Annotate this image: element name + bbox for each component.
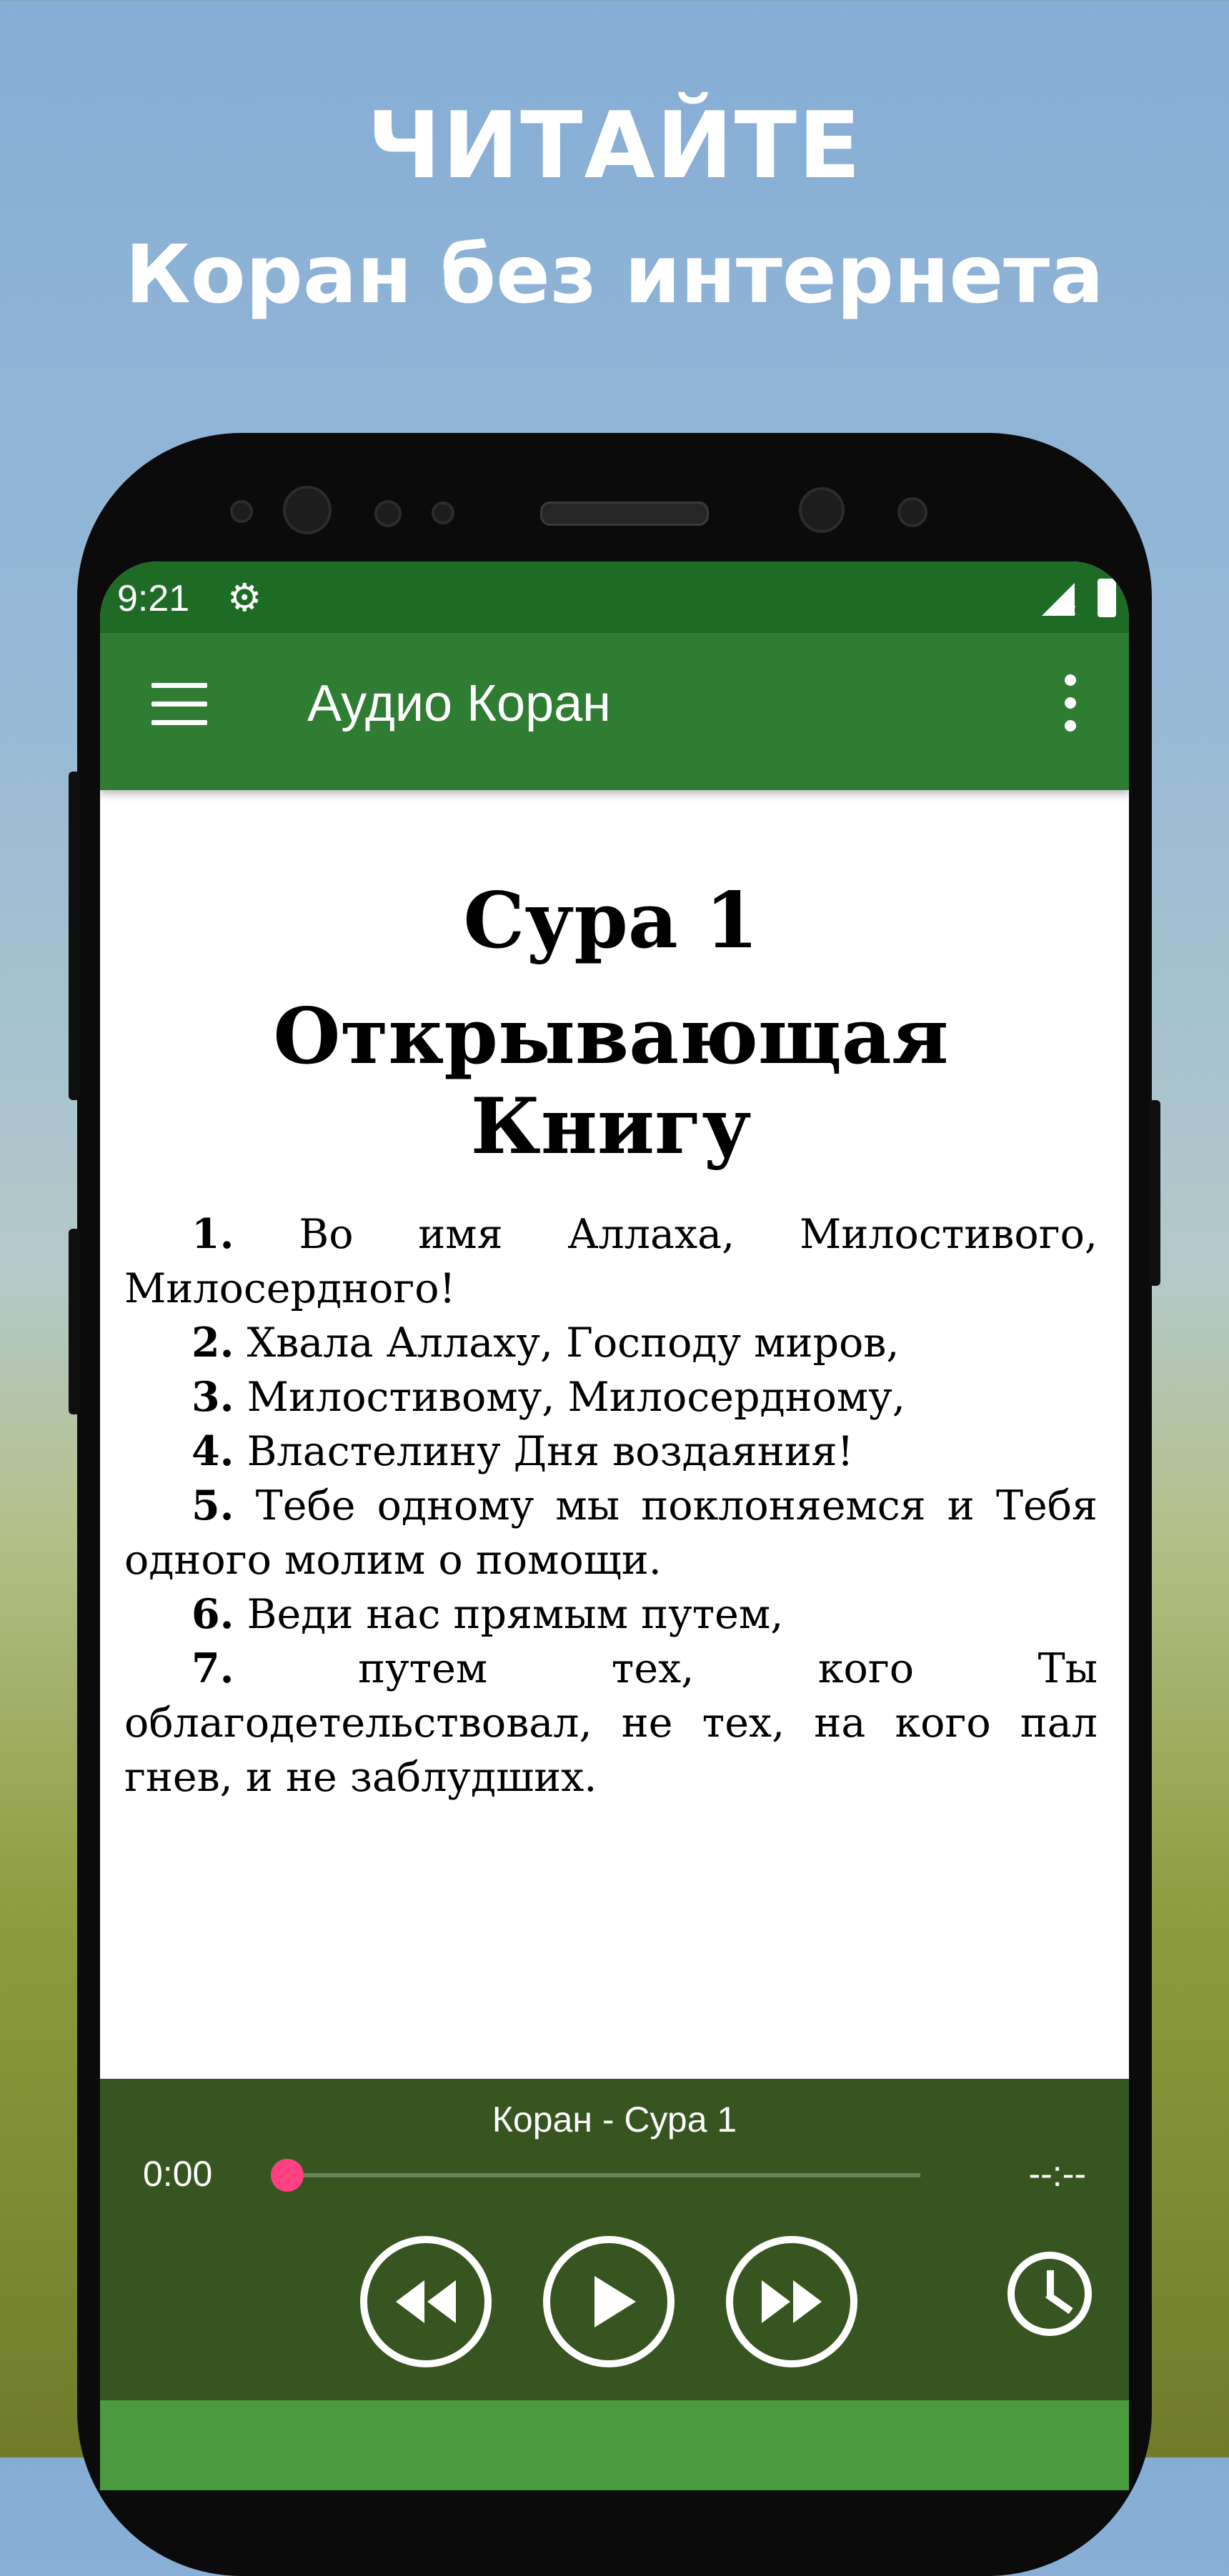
verse-list	[124, 1207, 1098, 1804]
verse-number: 5.	[191, 1482, 234, 1529]
verse-number: 7.	[191, 1644, 234, 1692]
bottom-bar	[100, 2400, 1129, 2490]
fast-forward-button[interactable]	[726, 2236, 857, 2367]
verse-text: Тебе одному мы поклоняемся и Тебя одного молим о помощи.	[124, 1482, 1098, 1584]
verse-text: Милостивому, Милосердному,	[247, 1374, 905, 1421]
sura-number: Сура 1	[463, 876, 759, 966]
phone-button-left	[69, 772, 80, 1100]
phone-camera	[799, 487, 845, 533]
status-bar	[100, 561, 1129, 633]
verse-text: Хвала Аллаху, Господу миров,	[247, 1319, 900, 1367]
rewind-icon	[367, 2243, 484, 2360]
phone-sensor-5	[897, 497, 927, 527]
verse	[124, 1642, 1098, 1804]
app-title: Аудио Коран	[307, 675, 611, 732]
phone-sensor-1	[230, 500, 253, 523]
verse	[124, 1207, 1098, 1316]
phone-sensor-4	[432, 501, 454, 524]
verse	[124, 1587, 1098, 1642]
audio-player	[100, 2079, 1129, 2400]
battery-icon	[1098, 579, 1116, 617]
phone-speaker	[540, 501, 709, 526]
timer-clock-icon[interactable]	[1007, 2252, 1092, 2336]
verse-text: Во имя Аллаха, Милостивого, Милосердного!	[124, 1211, 1098, 1312]
play-icon	[550, 2243, 667, 2360]
phone-screen	[100, 561, 1129, 2490]
verse-number: 4.	[191, 1427, 234, 1475]
phone-sensor-2	[283, 486, 332, 534]
status-time: 9:21	[117, 578, 190, 619]
no-data-icon: ✕	[1064, 601, 1078, 619]
current-time: 0:00	[143, 2154, 213, 2194]
gear-icon: ⚙	[227, 576, 262, 619]
sura-content	[124, 804, 1098, 1804]
verse	[124, 1370, 1098, 1424]
track-title: Коран - Сура 1	[492, 2100, 737, 2140]
verse-text: Властелину Дня воздаяния!	[247, 1428, 854, 1475]
hamburger-menu-icon[interactable]	[151, 683, 207, 726]
verse	[124, 1479, 1098, 1587]
play-button[interactable]	[543, 2236, 675, 2367]
verse-text: Веди нас прямым путем,	[247, 1591, 784, 1638]
seek-thumb[interactable]	[271, 2159, 304, 2192]
verse-number: 2.	[191, 1319, 234, 1367]
promo-headline: ЧИТАЙТЕ	[367, 93, 862, 199]
fast-forward-icon	[733, 2243, 850, 2360]
total-time: --:--	[1028, 2154, 1086, 2194]
verse-number: 1.	[191, 1210, 234, 1258]
verse	[124, 1424, 1098, 1479]
verse-text: путем тех, кого Ты облагодетельствовал, не тех, на кого пал гнев, и не заблудших.	[124, 1645, 1098, 1801]
sura-name: Открывающая Книгу	[273, 992, 949, 1172]
phone-button-left-2	[69, 1229, 80, 1414]
verse-number: 6.	[191, 1590, 234, 1638]
phone-button-right	[1149, 1100, 1160, 1286]
phone-sensor-3	[374, 500, 402, 527]
verse	[124, 1316, 1098, 1370]
app-bar	[100, 633, 1129, 790]
promo-subheadline: Коран без интернета	[125, 229, 1104, 321]
rewind-button[interactable]	[360, 2236, 492, 2367]
more-vert-icon[interactable]	[1065, 674, 1079, 746]
verse-number: 3.	[191, 1373, 234, 1421]
seek-bar[interactable]	[287, 2173, 920, 2177]
